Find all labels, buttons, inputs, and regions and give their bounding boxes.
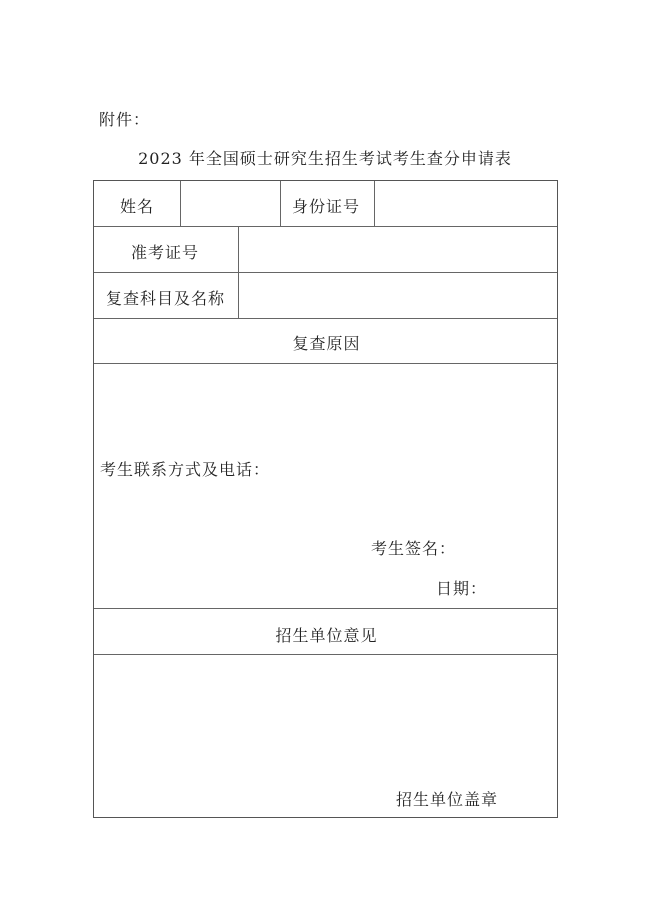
signature-label: 考生签名： (371, 539, 457, 558)
review-subject-field[interactable] (239, 273, 558, 318)
contact-info-label: 考生联系方式及电话： (100, 460, 271, 479)
row-divider (94, 608, 557, 609)
row-divider (94, 318, 557, 319)
application-form-table (93, 180, 558, 818)
institution-opinion-header: 招生单位意见 (275, 626, 378, 645)
row-divider (94, 363, 557, 364)
name-label: 姓名 (120, 197, 155, 216)
admission-number-field[interactable] (239, 227, 558, 272)
form-title: 2023 年全国硕士研究生招生考试考生查分申请表 (138, 149, 512, 168)
institution-seal-label: 招生单位盖章 (396, 790, 499, 809)
admission-number-label: 准考证号 (131, 243, 200, 262)
row-divider (94, 654, 557, 655)
id-number-field[interactable] (375, 181, 558, 226)
column-divider (280, 181, 281, 226)
id-number-label: 身份证号 (292, 197, 361, 216)
attachment-label: 附件： (99, 110, 151, 129)
date-label: 日期： (436, 579, 488, 598)
name-field[interactable] (181, 181, 280, 226)
review-subject-label: 复查科目及名称 (106, 289, 226, 308)
review-reason-header: 复查原因 (292, 334, 361, 353)
